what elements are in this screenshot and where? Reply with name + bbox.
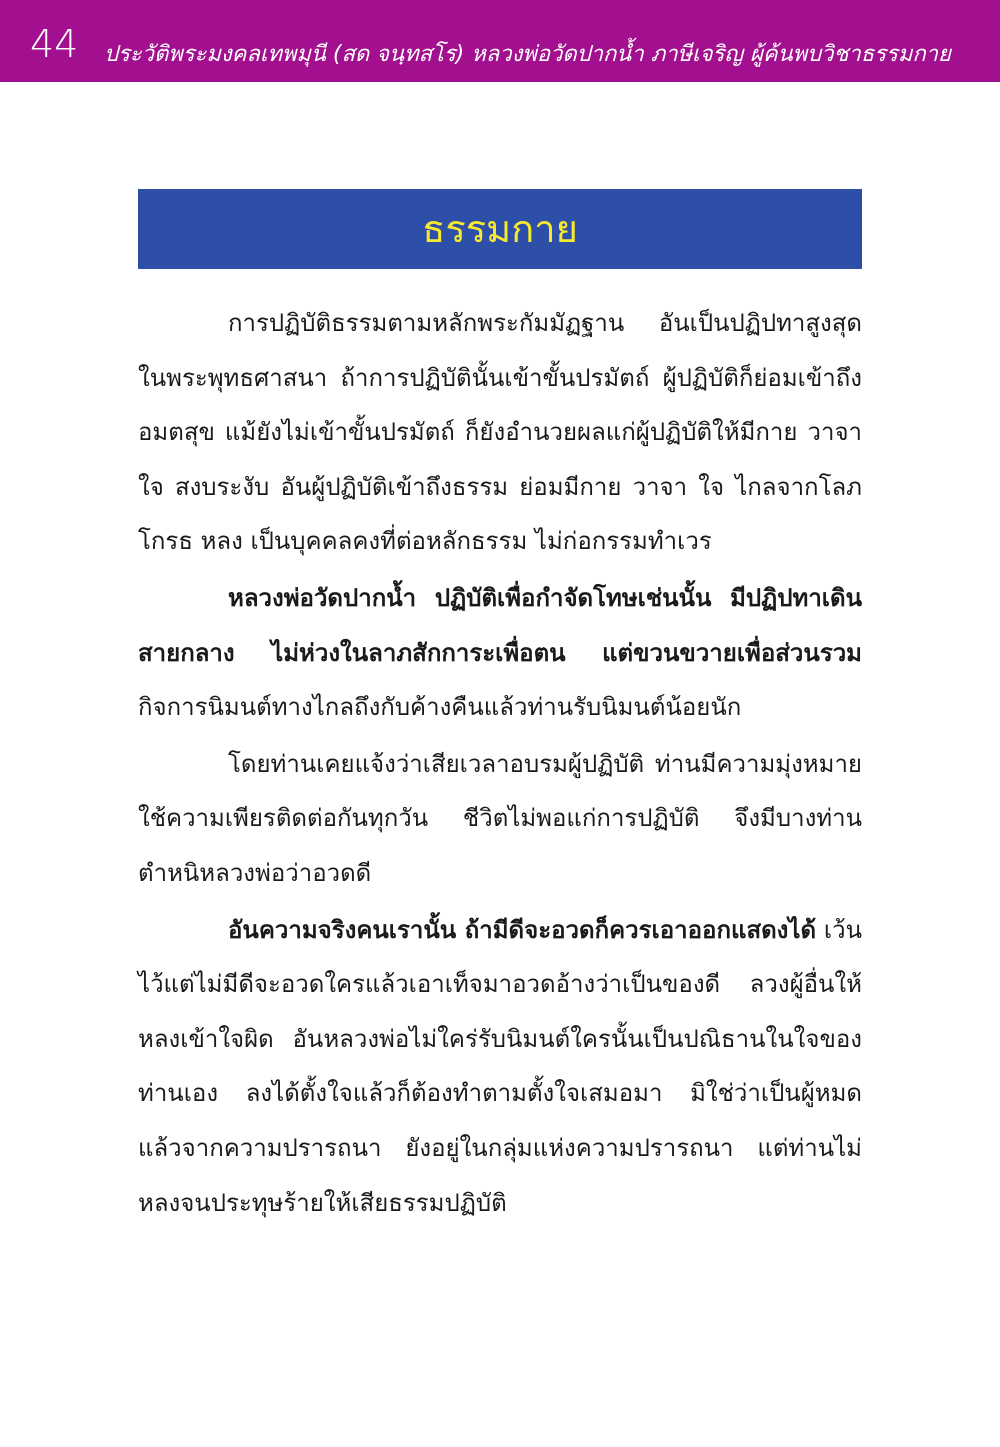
- paragraph-4-text: เว้นไว้แต่ไม่มีดีจะอวดใครแล้วเอาเท็จมาอวดอ้างว่าเป็นของดี ลวงผู้อื่นให้หลงเข้าใจผิด อันหลวงพ่อไม่ใคร่รับนิมนต์ใครนั้นเป็นปณิธานในใจของท่านเอง ลงได้ตั้งใจแล้วก็ต้องทำตามตั้งใจเสมอมา มิใช่ว่าเป็นผู้หมดแล้วจากความปรารถนา ยังอยู่ในกลุ่มแห่งความปรารถนา แต่ท่านไม่หลงจนประทุษร้ายให้เสียธรรมปฏิบัติ: [138, 915, 862, 1217]
- paragraph-1: การปฏิบัติธรรมตามหลักพระกัมมัฏฐาน อันเป็นปฏิปทาสูงสุดในพระพุทธศาสนา ถ้าการปฏิบัตินั้นเข้าขั้นปรมัตถ์ ผู้ปฏิบัติก็ย่อมเข้าถึงอมตสุข แม้ยังไม่เข้าขั้นปรมัตถ์ ก็ยังอำนวยผลแก่ผู้ปฏิบัติให้มีกาย วาจา ใจ สงบระงับ อันผู้ปฏิบัติเข้าถึงธรรม ย่อมมีกาย วาจา ใจ ไกลจากโลภ โกรธ หลง เป็นบุคคลคงที่ต่อหลักธรรม ไม่ก่อกรรมทำเวร: [138, 309, 862, 556]
- paragraph-2: [138, 571, 862, 735]
- paragraph-2-text: กิจการนิมนต์ทางไกลถึงกับค้างคืนแล้วท่านรับนิมนต์น้อยนัก: [138, 693, 742, 722]
- running-header: [0, 0, 1000, 82]
- paragraph-2-emphasis: หลวงพ่อวัดปากน้ำ ปฏิบัติเพื่อกำจัดโทษเช่นนั้น มีปฏิปทาเดินสายกลาง ไม่ห่วงในลาภสักการะเพื่อตน แต่ขวนขวายเพื่อส่วนรวม: [138, 583, 862, 667]
- page-number: 44: [30, 22, 79, 66]
- section-title: ธรรมกาย: [422, 207, 578, 251]
- paragraph-4-emphasis: อันความจริงคนเรานั้น ถ้ามีดีจะอวดก็ควรเอาออกแสดงได้: [228, 915, 817, 944]
- paragraph-3: โดยท่านเคยแจ้งว่าเสียเวลาอบรมผู้ปฏิบัติ ท่านมีความมุ่งหมายใช้ความเพียรติดต่อกันทุกวัน ชีวิตไม่พอแก่การปฏิบัติ จึงมีบางท่านตำหนิหลวงพ่อว่าอวดดี: [138, 749, 862, 887]
- section-title-banner: [138, 189, 862, 269]
- body-text: [138, 296, 862, 1232]
- paragraph-4: [138, 903, 862, 1231]
- running-title: ประวัติพระมงคลเทพมุนี (สด จนฺทสโร) หลวงพ่อวัดปากน้ำ ภาษีเจริญ ผู้ค้นพบวิชาธรรมกาย: [104, 42, 951, 67]
